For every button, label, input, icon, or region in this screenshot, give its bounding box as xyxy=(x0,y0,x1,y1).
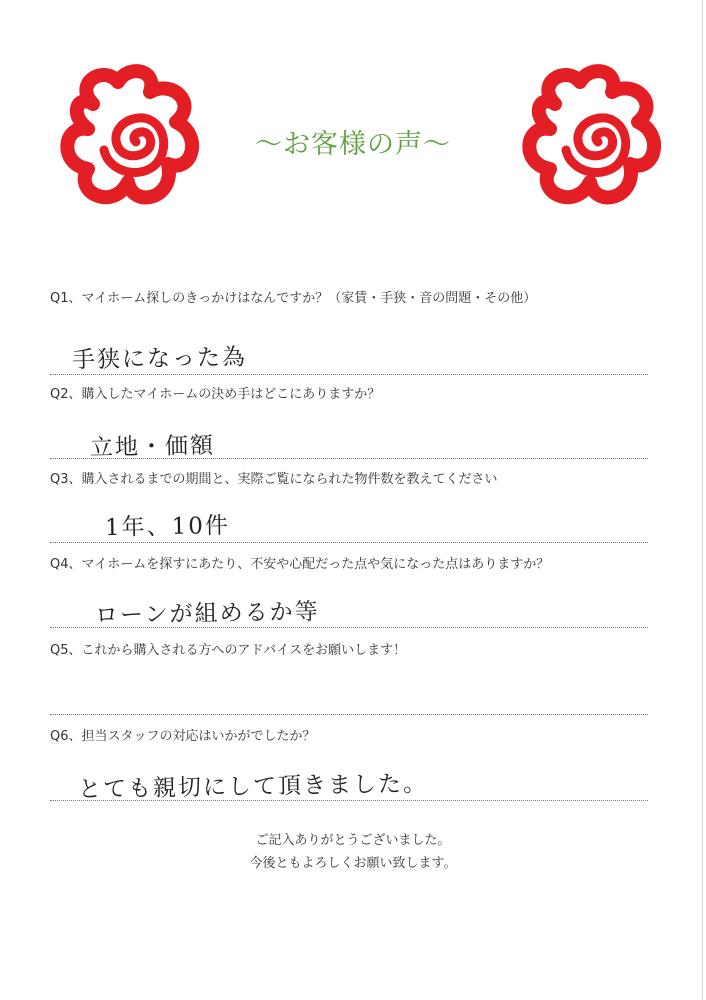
question-3-label: Q3、購入されるまでの期間と、実際ご覧になられた物件数を教えてください xyxy=(50,472,498,487)
answer-1-text: 手狭になった為 xyxy=(71,344,248,374)
question-6-label: Q6、担当スタッフの対応はいかがでしたか？ xyxy=(50,729,316,744)
answer-6-line xyxy=(50,800,648,801)
closing-line-2: 今後ともよろしくお願い致します。 xyxy=(249,856,457,871)
question-5-label: Q5、これから購入される方へのアドバイスをお願いします！ xyxy=(50,643,407,658)
answer-5-line xyxy=(50,714,648,715)
answer-6-text: とても親切にして頂きました。 xyxy=(77,770,429,804)
question-1-label: Q1、マイホーム探しのきっかけはなんですか？（家賃・手狭・音の問題・その他） xyxy=(50,291,537,306)
answer-3-line xyxy=(50,542,648,543)
answer-1-line xyxy=(50,374,648,375)
answer-2-text: 立地・価額 xyxy=(89,432,216,462)
question-2-label: Q2、購入したマイホームの決め手はどこにありますか？ xyxy=(50,387,381,402)
answer-4-line xyxy=(50,627,648,628)
answer-3-text: 1年、10件 xyxy=(104,512,231,542)
question-4-label: Q4、マイホームを探すにあたり、不安や心配だった点や気になった点はありますか？ xyxy=(50,557,550,572)
answer-4-text: ローンが組めるか等 xyxy=(94,599,320,629)
answer-2-line xyxy=(50,458,648,459)
page-title: 〜お客様の声〜 xyxy=(255,129,451,160)
closing-line-1: ご記入ありがとうございました。 xyxy=(255,833,451,848)
